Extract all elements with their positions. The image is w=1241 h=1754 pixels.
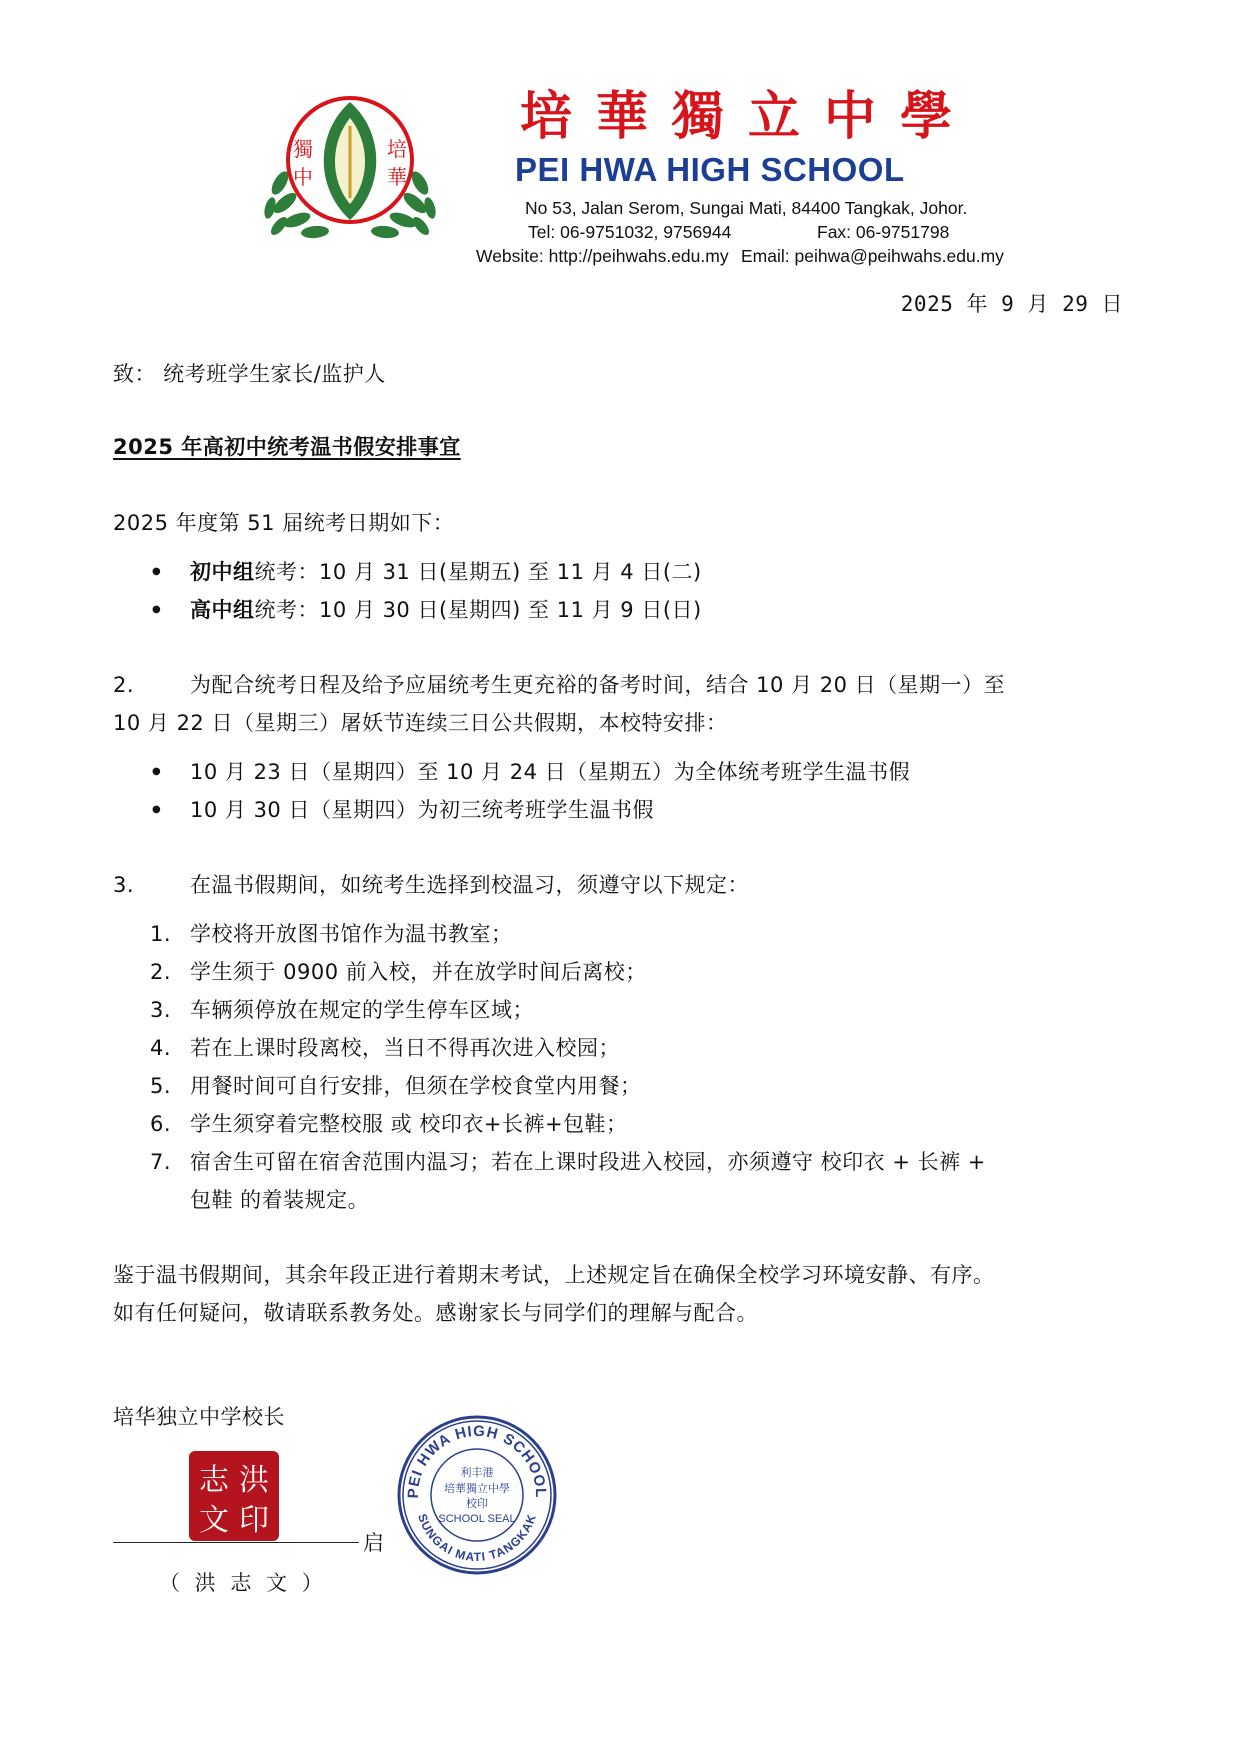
- letter-subject: 2025 年高初中统考温书假安排事宜: [113, 435, 461, 459]
- school-address: No 53, Jalan Serom, Sungai Mati, 84400 Tangkak, Johor.: [525, 198, 968, 218]
- rule-text: 宿舍生可留在宿舍范围内温习；若在上课时段进入校园，亦须遵守 校印衣 + 长裤 +: [190, 1150, 986, 1174]
- recipient-line: 致： 统考班学生家长/监护人: [113, 362, 386, 386]
- school-tel: Tel: 06-9751032, 9756944: [528, 222, 732, 242]
- exam-date-item: [190, 593, 702, 627]
- seal-line3: 校印: [466, 1497, 488, 1510]
- rule-text-continued: 包鞋 的着装规定。: [190, 1188, 370, 1212]
- school-name-english: PEI HWA HIGH SCHOOL: [515, 151, 905, 188]
- exam-intro: 2025 年度第 51 届统考日期如下：: [113, 511, 455, 535]
- rule-number: 1.: [150, 922, 172, 946]
- school-name-chinese: 培華獨立中學: [520, 86, 977, 147]
- seal-ring-bottom: SUNGAI MATI TANGKAK: [414, 1511, 540, 1565]
- seal-line4: SCHOOL SEAL: [438, 1513, 516, 1525]
- section-number: 3.: [113, 873, 135, 897]
- rule-number: 4.: [150, 1036, 172, 1060]
- logo-text-right: 培: [387, 137, 407, 161]
- signatory-name: （ 洪 志 文 ）: [159, 1571, 327, 1595]
- school-logo: [255, 88, 445, 253]
- school-website: Website: http://peihwahs.edu.my: [476, 246, 729, 266]
- seal-line2: 培華獨立中學: [444, 1482, 510, 1495]
- rule-text: 用餐时间可自行安排，但须在学校食堂内用餐；: [190, 1074, 642, 1098]
- rule-text: 车辆须停放在规定的学生停车区域；: [190, 998, 534, 1022]
- svg-text:華: 華: [387, 165, 407, 189]
- svg-text:中: 中: [293, 165, 313, 189]
- rule-number: 6.: [150, 1112, 172, 1136]
- rule-text: 学生须于 0900 前入校，并在放学时间后离校；: [190, 960, 647, 984]
- svg-text:印: 印: [239, 1503, 269, 1538]
- exam-date-item: [190, 555, 702, 589]
- rule-text: 学校将开放图书馆作为温书教室；: [190, 922, 513, 946]
- closing-line1: 鉴于温书假期间，其余年段正进行着期末考试，上述规定旨在确保全校学习环境安静、有序。: [113, 1263, 995, 1287]
- section2-line2: 10 月 22 日（星期三）屠妖节连续三日公共假期，本校特安排：: [113, 711, 728, 735]
- signatory-title: 培华独立中学校长: [113, 1405, 285, 1429]
- school-seal-stamp: [396, 1414, 558, 1576]
- section3-intro: 在温书假期间，如统考生选择到校温习，须遵守以下规定：: [190, 873, 749, 897]
- school-email: Email: peihwa@peihwahs.edu.my: [741, 246, 1004, 266]
- svg-text:文: 文: [199, 1503, 229, 1538]
- school-fax: Fax: 06-9751798: [817, 222, 950, 242]
- section2-line1: 为配合统考日程及给予应届统考生更充裕的备考时间，结合 10 月 20 日（星期一）至: [190, 673, 1006, 697]
- holiday-item: ● 10 月 23 日（星期四）至 10 月 24 日（星期五）为全体统考班学生温书假: [190, 755, 910, 789]
- section-number: 2.: [113, 673, 135, 697]
- exam-group-label: 初中组: [190, 560, 255, 584]
- exam-date-text: 统考：10 月 30 日(星期四) 至 11 月 9 日(日): [254, 598, 702, 622]
- seal-line1: 利丰港: [460, 1466, 494, 1479]
- signature-qi: 启: [363, 1531, 385, 1555]
- rule-number: 2.: [150, 960, 172, 984]
- rule-text: 学生须穿着完整校服 或 校印衣+长裤+包鞋；: [190, 1112, 628, 1136]
- rule-number: 3.: [150, 998, 172, 1022]
- holiday-item: ● 10 月 30 日（星期四）为初三统考班学生温书假: [190, 793, 654, 827]
- personal-seal-stamp: [186, 1448, 282, 1544]
- exam-group-label: 高中组: [190, 598, 255, 622]
- rule-text: 若在上课时段离校，当日不得再次进入校园；: [190, 1036, 620, 1060]
- seal-ring-top: PEI HWA HIGH SCHOOL: [404, 1422, 550, 1499]
- svg-text:洪: 洪: [239, 1463, 269, 1498]
- closing-line2: 如有任何疑问，敬请联系教务处。感谢家长与同学们的理解与配合。: [113, 1301, 758, 1325]
- logo-text-left: 獨: [293, 137, 313, 161]
- letter-date: 2025 年 9 月 29 日: [900, 292, 1123, 316]
- svg-text:志: 志: [199, 1463, 229, 1498]
- rule-number: 5.: [150, 1074, 172, 1098]
- rule-number: 7.: [150, 1150, 172, 1174]
- exam-date-text: 统考：10 月 31 日(星期五) 至 11 月 4 日(二): [254, 560, 702, 584]
